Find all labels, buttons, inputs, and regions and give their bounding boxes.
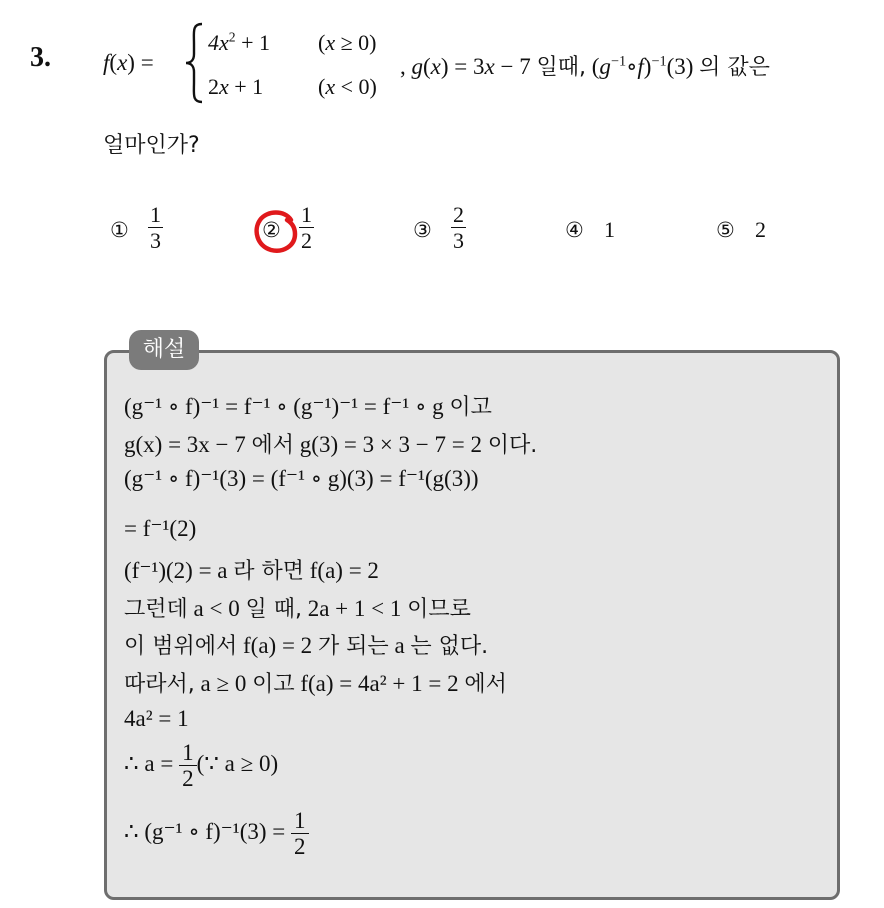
solution-line-11 [124, 808, 309, 860]
line8-math: a ≥ 0 [200, 671, 247, 696]
line9-math: 4a² = 1 [124, 706, 189, 731]
line6-text2: 이므로 [407, 597, 471, 622]
solution-line-9 [124, 706, 189, 732]
line7-math: f(a) = 2 [243, 633, 313, 658]
solution-tag: 해설 [129, 330, 199, 370]
line8-math2: f(a) = 4a² + 1 = 2 [300, 671, 459, 696]
choice-3-number[interactable]: ③ [413, 218, 432, 242]
problem-continuation: , g(x) = 3x − 7 일때, $(g^{-1}\circ f)^{-1}(3)$ 의 값은 [400, 53, 770, 80]
function-f-label: f(x) = [103, 50, 154, 75]
solution-line-7 [124, 629, 488, 660]
solution-line-8 [124, 667, 507, 698]
line5-math: (f⁻¹)(2) = a [124, 558, 228, 583]
line2-math2: g(3) = 3 × 3 − 7 = 2 [299, 432, 482, 457]
choice-5-value[interactable]: 2 [755, 217, 766, 242]
case2-expression: 2x + 1 [208, 74, 264, 99]
line5-math2: f(a) = 2 [309, 558, 379, 583]
line2-text2: 이다. [487, 433, 538, 458]
line8-text2: 에서 [464, 672, 507, 697]
case1-expression: $4x^2 + 1$ [208, 29, 270, 55]
line6-pre: 그런데 [124, 597, 188, 622]
choice-2-number[interactable]: ② [262, 218, 281, 242]
line1-text: 이고 [449, 395, 492, 420]
choice-1-fraction[interactable]: $\frac{1}{3}$ [150, 202, 161, 254]
question-number: 3. [30, 42, 51, 73]
line7-text: 가 되는 [317, 634, 389, 659]
problem-text-2: 의 값은 [699, 55, 770, 80]
line6-math2: 2a + 1 < 1 [307, 596, 402, 621]
line7-text2: 는 없다. [410, 634, 489, 659]
piecewise-brace [184, 22, 206, 104]
solution-line-2 [124, 428, 537, 459]
solution-line-10 [124, 740, 278, 792]
choice-1-number[interactable]: ① [110, 218, 129, 242]
choice-4-number[interactable]: ④ [565, 218, 584, 242]
solution-line-5 [124, 554, 379, 585]
solution-line-3 [124, 466, 479, 492]
line8-pre: 따라서, [124, 672, 195, 697]
solution-line-1 [124, 390, 492, 421]
choice-5-number[interactable]: ⑤ [716, 218, 735, 242]
choice-2-fraction[interactable]: $\frac{1}{2}$ [301, 202, 312, 254]
solution-line-6 [124, 592, 471, 623]
choice-4-value[interactable]: 1 [604, 217, 615, 242]
problem-text-1: 일때, [536, 55, 586, 80]
line2-math: g(x) = 3x − 7 [124, 432, 246, 457]
case2-condition: (x < 0) [318, 74, 377, 99]
line2-text: 에서 [251, 433, 295, 458]
case1-condition: (x ≥ 0) [318, 30, 377, 55]
line11-fraction: $\frac{1}{2}$ [291, 808, 309, 860]
problem-text-3: 얼마인가? [103, 133, 200, 158]
line4-math: = f⁻¹(2) [124, 516, 197, 541]
line10-post: (∵ a ≥ 0) [196, 751, 279, 777]
line6-math: a < 0 [193, 596, 240, 621]
solution-line-4 [124, 516, 196, 542]
line1-math: (g⁻¹ ∘ f)⁻¹ = f⁻¹ ∘ (g⁻¹)⁻¹ = f⁻¹ ∘ g [124, 394, 444, 419]
line7-math2: a [394, 633, 405, 658]
line8-text: 이고 [252, 672, 295, 697]
line10-fraction: $\frac{1}{2}$ [179, 740, 197, 792]
line3-math: (g⁻¹ ∘ f)⁻¹(3) = (f⁻¹ ∘ g)(3) = f⁻¹(g(3)) [124, 466, 479, 491]
line5-text: 라 하면 [233, 559, 305, 584]
choice-3-fraction[interactable]: $\frac{2}{3}$ [453, 202, 464, 254]
line10-pre: ∴ a = [124, 751, 174, 777]
line6-text: 일 때, [245, 597, 302, 622]
line7-pre: 이 범위에서 [124, 634, 238, 659]
line11-pre: ∴ (g⁻¹ ∘ f)⁻¹(3) = [124, 819, 286, 845]
